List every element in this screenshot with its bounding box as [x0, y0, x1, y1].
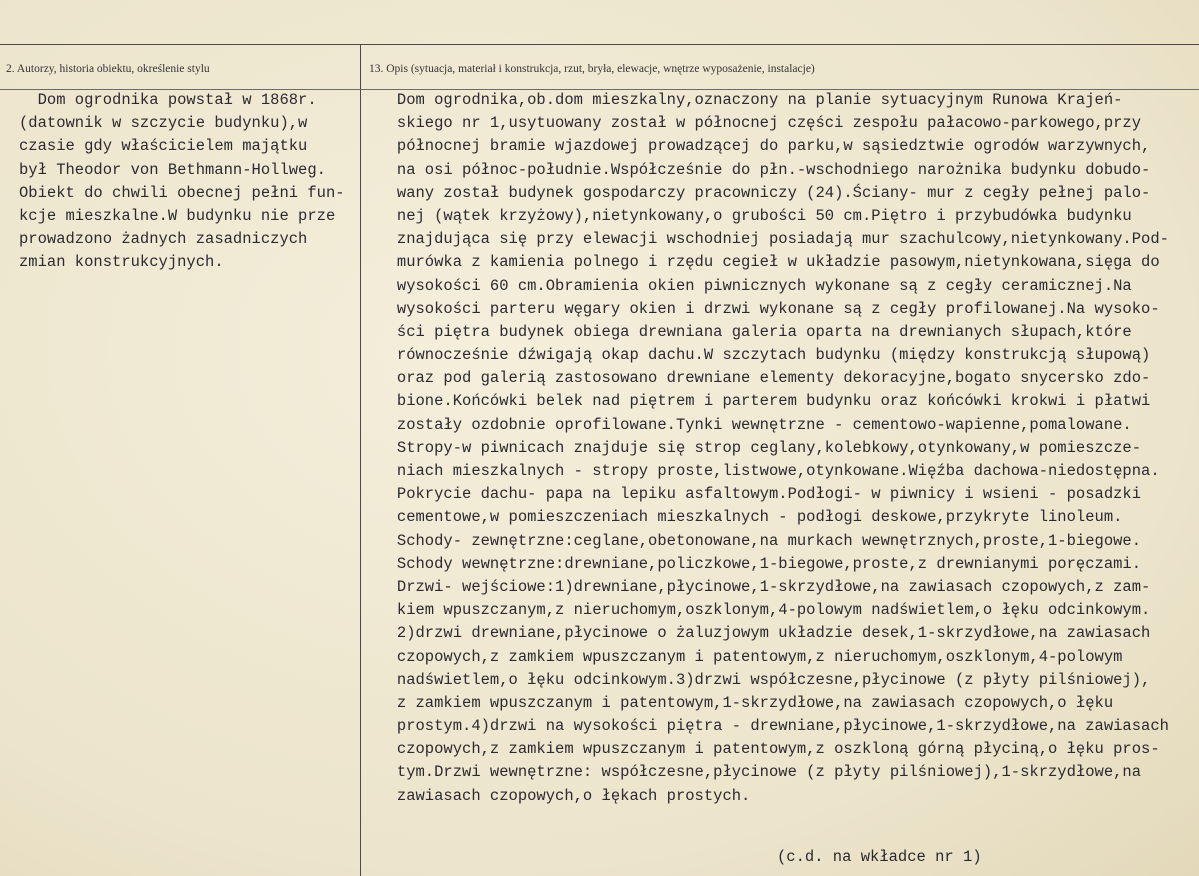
- section-heading-history: 2. Autorzy, historia obiektu, określenie stylu: [6, 63, 210, 75]
- text-line: nadświetlem,o łęku odcinkowym.3)drzwi współczesne,płycinowe (z płyty pilśniowej),: [369, 670, 1151, 689]
- column-divider: [360, 44, 361, 876]
- text-line: 2)drzwi drewniane,płycinowe o żaluzjowym układzie desek,1-skrzydłowe,na zawiasach: [369, 624, 1151, 643]
- text-line: niach mieszkalnych - stropy proste,listwowe,otynkowane.Więźba dachowa-niedostępna.: [369, 462, 1160, 480]
- top-border-line: [0, 44, 1199, 45]
- text-line: na osi północ-południe.Współcześnie do płn.-wschodniego narożnika budynku dobudo-: [369, 160, 1151, 179]
- text-line: Pokrycie dachu- papa na lepiku asfaltowym.Podłogi- w piwnicy i wsieni - posadzki: [369, 485, 1142, 504]
- text-line: Stropy-w piwnicach znajduje się strop ceglany,kolebkowy,otynkowany,w pomieszcze-: [369, 438, 1142, 457]
- text-line: znajdująca się przy elewacji wschodniej posiadają mur szachulcowy,nietynkowany.Pod-: [369, 230, 1169, 249]
- continuation-note: (c.d. na wkładce nr 1): [777, 848, 982, 866]
- text-line: zostały ozdobnie oprofilowane.Tynki wewnętrzne - cementowo-wapienne,pomalowane.: [369, 415, 1132, 434]
- text-line: północnej bramie wjazdowej prowadzącej do parku,w sąsiedztwie ogrodów warzywnych,: [369, 137, 1151, 156]
- text-line: zawiasach czopowych,o łękach prostych.: [369, 786, 751, 805]
- text-line: Dom ogrodnika,ob.dom mieszkalny,oznaczony na planie sytuacyjnym Runowa Krajeń-: [369, 91, 1123, 109]
- text-line: wysokości parteru węgary okien i drzwi wykonane są z cegły profilowanej.Na wysoko-: [369, 299, 1160, 318]
- text-line: bione.Końcówki belek nad piętrem i parterem budynku oraz końcówki krokwi i płatwi: [369, 392, 1151, 411]
- text-line: kcje mieszkalne.W budynku nie prze: [19, 206, 336, 225]
- text-line: z zamkiem wpuszczanym i patentowym,1-skrzydłowe,na zawiasach czopowych,o łęku: [369, 693, 1114, 712]
- text-line: wysokości 60 cm.Obramienia okien piwnicznych wykonane są z cegły ceramicznej.Na: [369, 276, 1132, 295]
- text-line: Dom ogrodnika powstał w 1868r.: [19, 91, 317, 109]
- text-line: Obiekt do chwili obecnej pełni fun-: [19, 183, 345, 202]
- text-line: ści piętra budynek obiega drewniana galeria oparta na drewnianych słupach,które: [369, 322, 1132, 341]
- text-line: (datownik w szczycie budynku),w: [19, 114, 308, 133]
- text-line: prowadzono żadnych zasadniczych: [19, 230, 308, 249]
- text-line: kiem wpuszczanym,z nieruchomym,oszklonym,4-polowym nadświetlem,o łęku odcinkowym.: [369, 601, 1151, 620]
- section-heading-description: 13. Opis (sytuacja, materiał i konstrukcja, rzut, bryła, elewacje, wnętrze wyposażenie, instalacje): [369, 63, 815, 75]
- text-line: Schody- zewnętrzne:ceglane,obetonowane,na murkach wewnętrznych,proste,1-biegowe.: [369, 531, 1142, 550]
- description-text: [369, 89, 1169, 808]
- text-line: wany został budynek gospodarczy pracowniczy (24).Ściany- mur z cegły pełnej palo-: [369, 183, 1151, 202]
- text-line: Schody wewnętrzne:drewniane,policzkowe,1-biegowe,proste,z drewnianymi poręczami.: [369, 554, 1142, 573]
- text-line: skiego nr 1,usytuowany został w północnej części zespołu pałacowo-parkowego,przy: [369, 114, 1142, 133]
- text-line: tym.Drzwi wewnętrzne: współczesne,płycinowe (z płyty pilśniowej),1-skrzydłowe,na: [369, 763, 1142, 782]
- text-line: cementowe,w pomieszczeniach mieszkalnych - podłogi deskowe,przykryte linoleum.: [369, 508, 1123, 527]
- text-line: równocześnie dźwigają okap dachu.W szczytach budynku (między konstrukcją słupową): [369, 346, 1151, 365]
- text-line: nej (wątek krzyżowy),nietynkowany,o grubości 50 cm.Piętro i przybudówka budynku: [369, 206, 1132, 225]
- text-line: prostym.4)drzwi na wysokości piętra - drewniane,płycinowe,1-skrzydłowe,na zawiasach: [369, 717, 1169, 736]
- text-line: murówka z kamienia polnego i rzędu cegieł w układzie pasowym,nietynkowana,sięga do: [369, 253, 1160, 272]
- text-line: czopowych,z zamkiem wpuszczanym i patentowym,z nieruchomym,oszklonym,4-polowym: [369, 647, 1123, 666]
- history-text: [19, 89, 345, 275]
- text-line: czasie gdy właścicielem majątku: [19, 137, 308, 156]
- text-line: Drzwi- wejściowe:1)drewniane,płycinowe,1-skrzydłowe,na zawiasach czopowych,z zam-: [369, 577, 1151, 596]
- text-line: czopowych,z zamkiem wpuszczanym i patentowym,z oszkloną górną płyciną,o łęku pros-: [369, 740, 1160, 759]
- text-line: zmian konstrukcyjnych.: [19, 253, 224, 272]
- text-line: był Theodor von Bethmann-Hollweg.: [19, 160, 326, 179]
- text-line: oraz pod galerią zastosowano drewniane elementy dekoracyjne,bogato snycersko zdo-: [369, 369, 1151, 388]
